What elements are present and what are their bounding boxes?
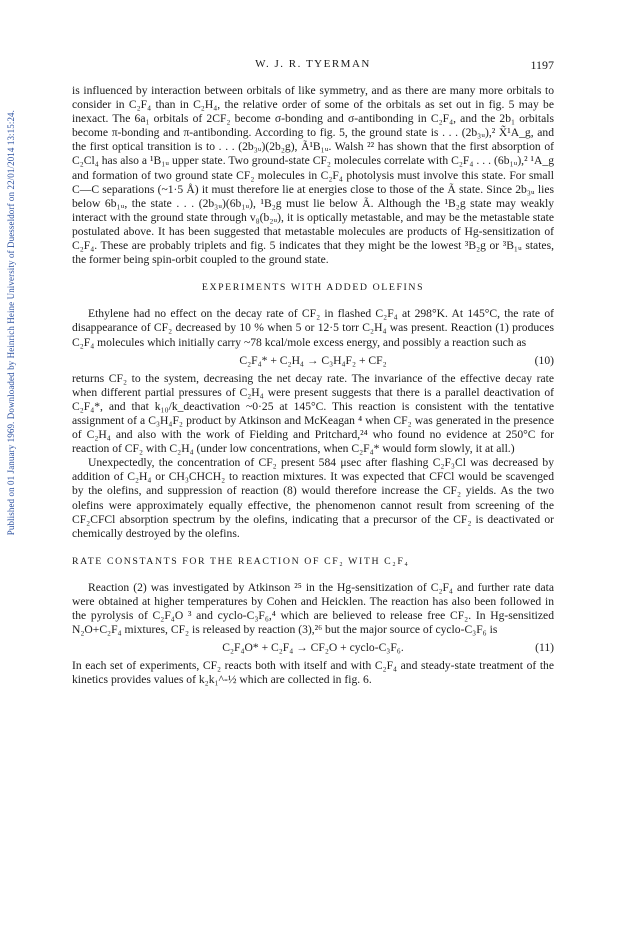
paragraph-unexpectedly: Unexpectedly, the concentration of CF₂ present 584 μsec after flashing C₂F₃Cl was decreased by addition of C₂H₄ or CH₃CHCH₂ to reaction mixtures. It was expected that CFCl would be scavenged by the olefins, and suppression of reaction (8) would therefore increase the CF₂ yields. As the two olefins were approximately equally effective, the phenomenon cannot result from screening of the CF₂CFCl absorption spectrum by the olefins, indicating that a precursor of the CF₂ is deactivated or chemically destroyed by the olefins. [72, 456, 554, 540]
running-header [72, 58, 554, 74]
download-note: Published on 01 January 1969. Downloaded by Heinrich Heine University of Duesseldorf on 22/01/2014 13:15:24. [6, 110, 16, 536]
page-number: 1197 [530, 58, 554, 72]
section-heading-olefins: EXPERIMENTS WITH ADDED OLEFINS [201, 282, 425, 294]
equation-10-number: (10) [534, 353, 554, 367]
paragraph-orbitals: is influenced by interaction between orbitals of like symmetry, and as there are many more orbitals to consider in C₂F₄ than in C₂H₄, the relative order of some of the orbitals as set out in fig. 5 may be inexact. The 6a₁ orbitals of 2CF₂ become σ-bonding and σ-antibonding in C₂F₄, and the 2b₁ orbitals become π-bonding and π-antibonding. According to fig. 5, the ground state is . . . (2b₃ᵤ),² X̃¹A_g, and the first optical transition is to . . . (2b₃ᵤ)(2b₂g), Ã¹B₁ᵤ. Walsh ²² has shown that the first absorption of C₂Cl₄ has also a ¹B₁ᵤ upper state. Two ground-state CF₂ molecules correlate with C₂F₄ . . . (6b₁ᵤ),² ¹A_g and formation of two ground state CF₂ molecules in C₂F₄ photolysis must involve this state. For small C—C separations (~1·5 Å) it must therefore lie at energies close to those of the Ã state. Since 2b₃ᵤ lies below 6b₁ᵤ, the state . . . (2b₃ᵤ)(6b₁ᵤ), ¹B₂g must lie below Ã. Although the ¹B₂g state may weakly interact with the ground state through v₈(b₂ᵤ), it is optically metastable, and may be the metastable state postulated above. It has been suggested that metastable molecules are products of Hg-sensitization of C₂F₄. These are probably triplets and fig. 5 indicates that they might be the lowest ³B₂g or ³B₁ᵤ states, the former being spin-orbit coupled to the ground state. [72, 84, 554, 267]
paragraph-reaction-2: Reaction (2) was investigated by Atkinson ²⁵ in the Hg-sensitization of C₂F₄ and further rate data were obtained at higher temperatures by Cohen and Heicklen. The reaction has also been followed in the pyrolysis of C₂F₄O ³ and cyclo-C₃F₆,⁴ which are believed to release free CF₂. In Hg-sensitized N₂O+C₂F₄ mixtures, CF₂ is released by reaction (3),²⁶ but the major source of cyclo-C₃F₆ is [72, 580, 554, 637]
running-head: W. J. R. TYERMAN [255, 58, 371, 70]
paragraph-decay-rate: returns CF₂ to the system, decreasing the net decay rate. The invariance of the effective decay rate when different partial pressures of C₂H₄ were present suggests that there is a parallel deactivation of C₂F₄*, and that k₁₀/k_deactivation ~0·25 at 145°C. This reaction is consistent with the tentative assignment of a C₃H₄F₂ product by Atkinson and McKeagan ⁴ when CF₂ was generated in the presence of C₂H₄ and also with the work of Fielding and Pritchard,²⁴ who found no evidence at 250°C for reaction of CF₂ with C₂H₄ (under low concentrations, when C₂F₄* would form slowly, it at all.) [72, 371, 554, 456]
equation-11-text: C₂F₄O* + C₂F₄ → CF₂O + cyclo-C₃F₆. [222, 641, 404, 655]
equation-10-text: C₂F₄* + C₂H₄ → C₃H₄F₂ + CF₂ [239, 353, 387, 367]
paragraph-steady-state: In each set of experiments, CF₂ reacts both with itself and with C₂F₄ and steady-state treatment of the kinetics provides values of k₂k₁^-½ which are collected in fig. 6. [72, 659, 554, 687]
paragraph-ethylene: Ethylene had no effect on the decay rate of CF₂ in flashed C₂F₄ at 298°K. At 145°C, the rate of disappearance of CF₂ decreased by 10 % when 5 or 12·5 torr C₂H₄ was present. Reaction (1) produces C₂F₄ molecules which initially carry ~78 kcal/mole excess energy, and possibly a reaction such as [72, 307, 554, 349]
article-body [72, 84, 554, 688]
equation-11-number: (11) [535, 641, 554, 655]
section-heading-rate-constants: RATE CONSTANTS FOR THE REACTION OF CF₂ WITH C₂F₄ [72, 555, 410, 567]
equation-10 [72, 354, 554, 368]
equation-11 [72, 641, 554, 655]
